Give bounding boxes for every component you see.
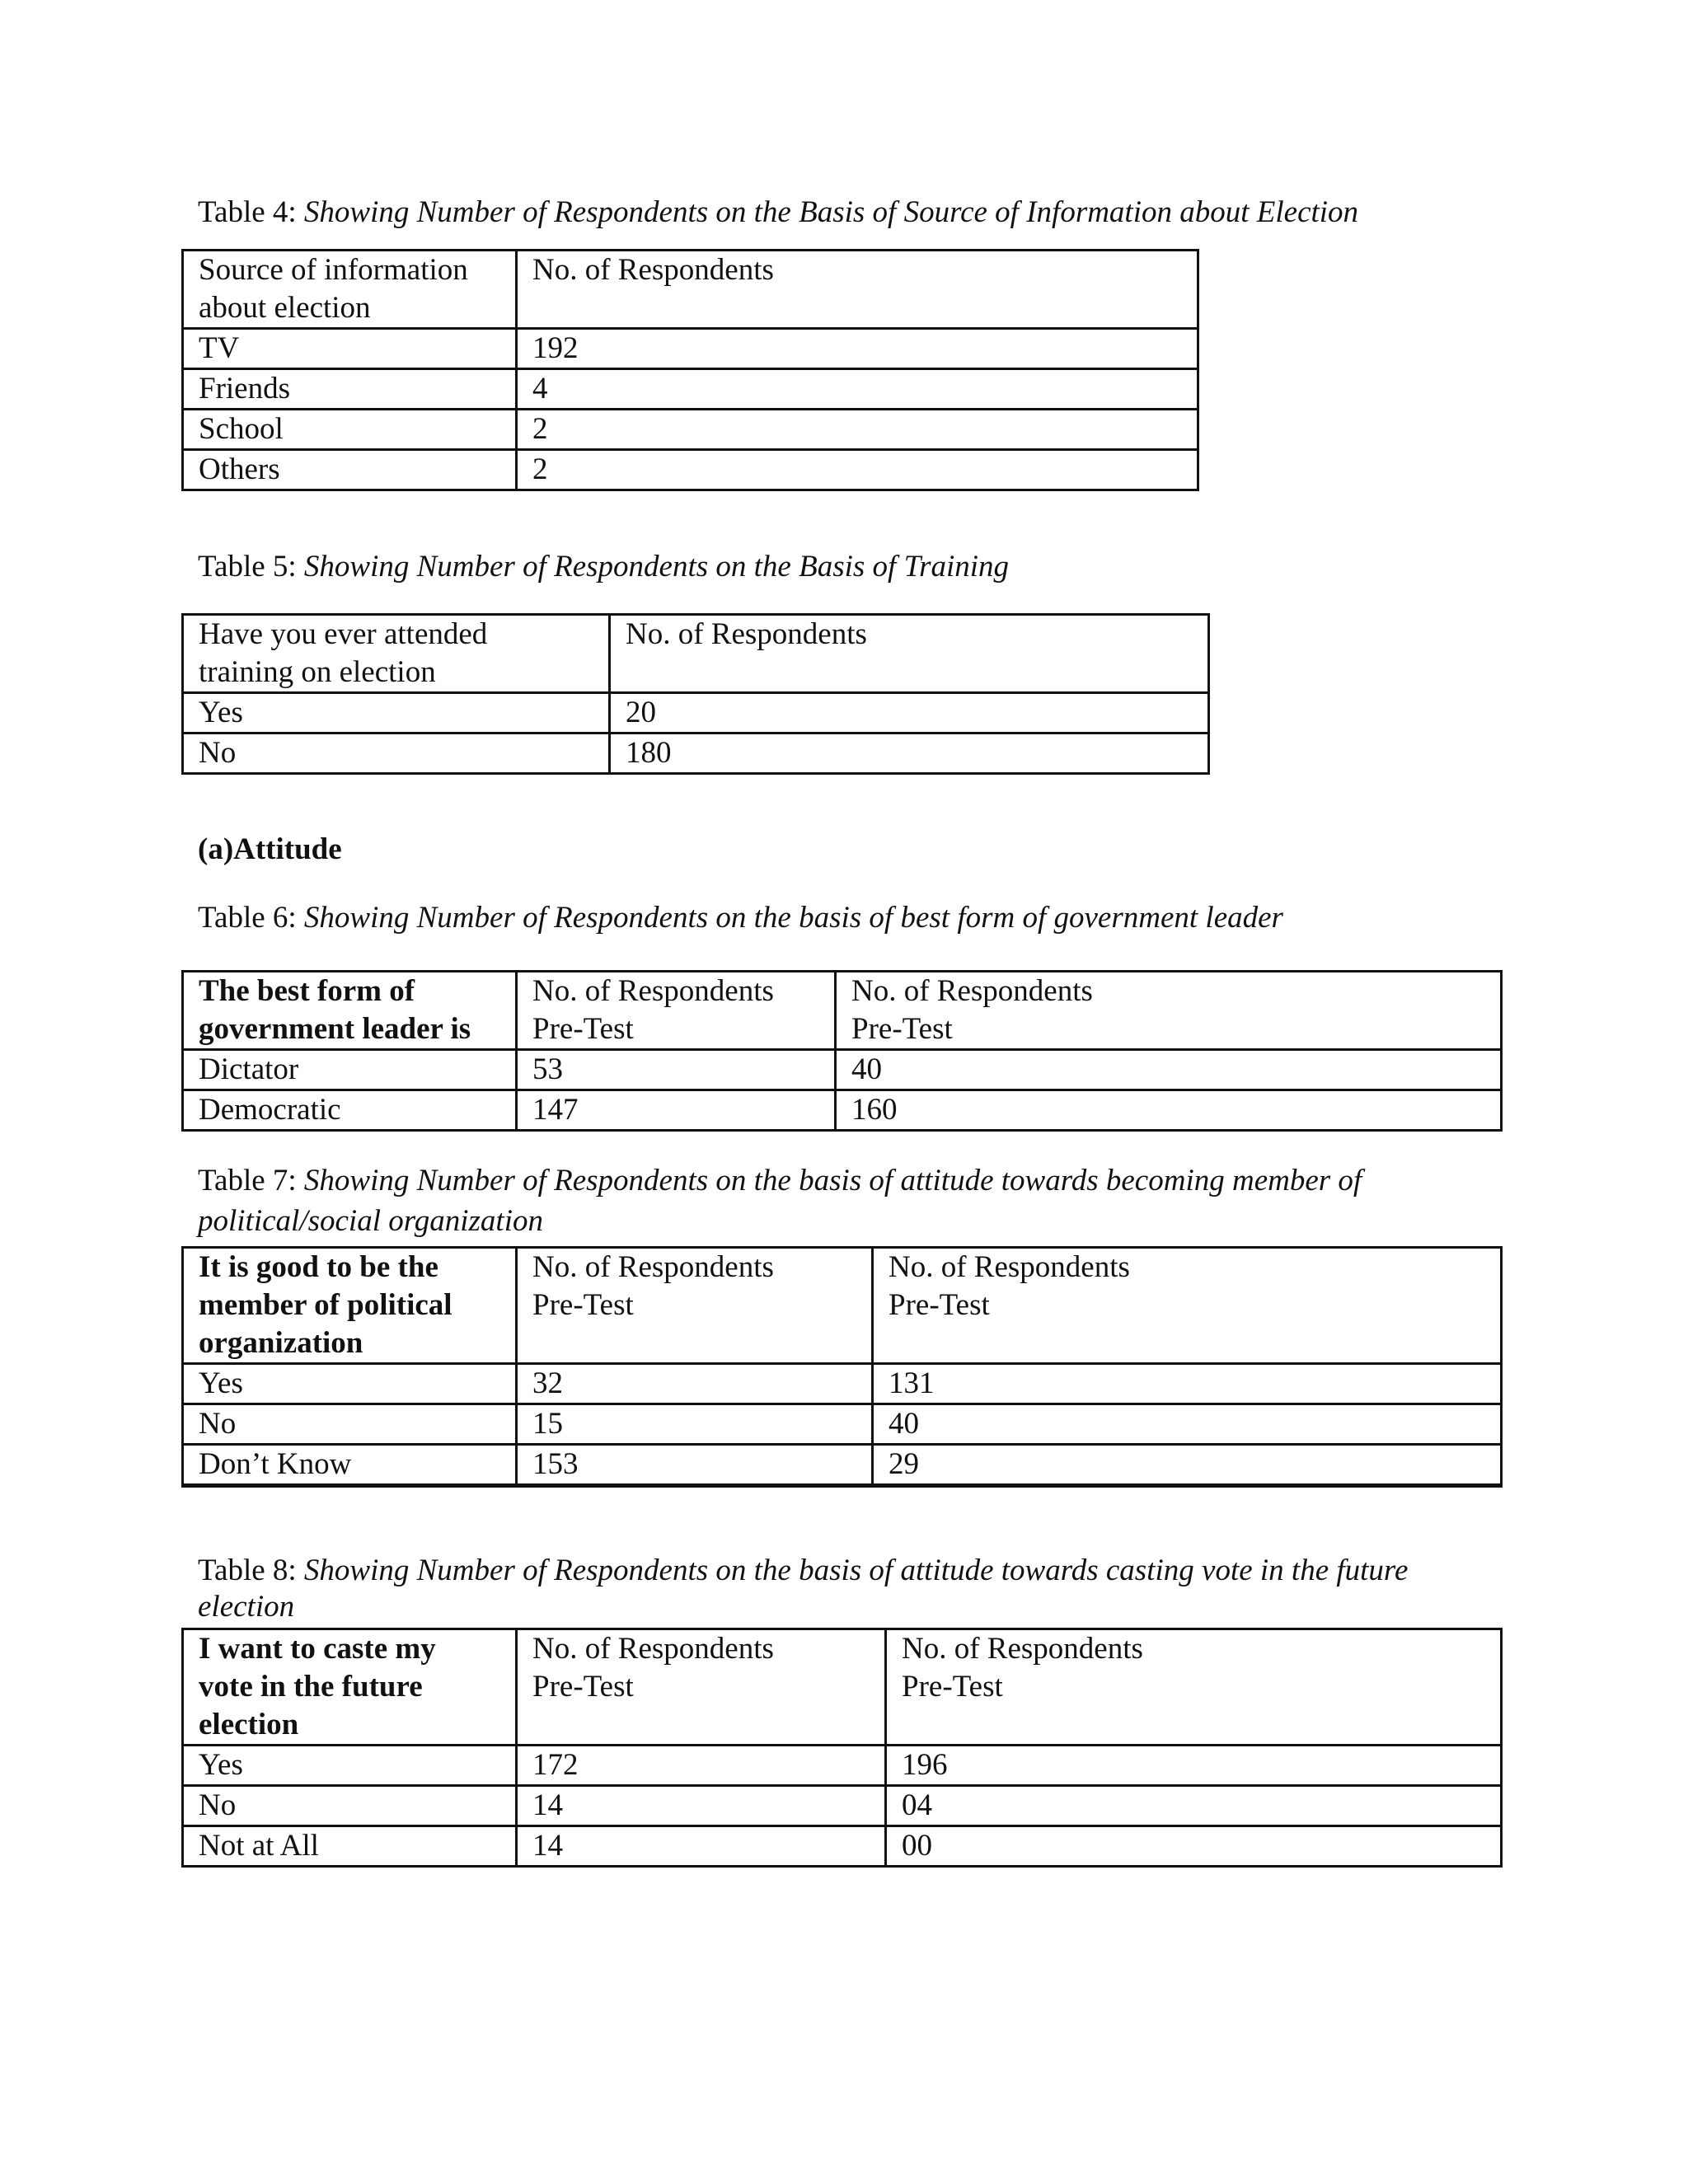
- table-row: [183, 693, 1209, 733]
- table-row: [183, 1746, 1502, 1786]
- table-cell: 04: [886, 1786, 1502, 1826]
- table-5-caption-title: Showing Number of Respondents on the Basis of Training: [303, 550, 1010, 583]
- table-header-cell: No. of Respondents: [610, 615, 1209, 693]
- table-5-caption: [198, 546, 1434, 587]
- table-7-caption-title: Showing Number of Respondents on the basis of attitude towards becoming member of political/social organization: [198, 1164, 1362, 1238]
- table-6: [181, 970, 1503, 1132]
- table-6-caption-title: Showing Number of Respondents on the basis of best form of government leader: [303, 901, 1283, 935]
- table-cell: 180: [610, 733, 1209, 774]
- table-cell: 160: [836, 1090, 1502, 1131]
- table-header-cell: No. of Respondents Pre-Test: [886, 1629, 1502, 1746]
- table-7-caption-prefix: Table 7:: [198, 1164, 297, 1197]
- table-row: [183, 733, 1209, 774]
- table-cell: No: [183, 1786, 517, 1826]
- table-4-caption-prefix: Table 4:: [198, 195, 297, 229]
- table-row: [183, 1404, 1502, 1445]
- table-cell: Don’t Know: [183, 1445, 517, 1486]
- table-5-caption-prefix: Table 5:: [198, 550, 297, 583]
- table-cell: 192: [517, 329, 1198, 369]
- table-5: [181, 613, 1210, 775]
- table-cell: Democratic: [183, 1090, 517, 1131]
- table-7: [181, 1246, 1503, 1488]
- table-cell: Friends: [183, 369, 517, 410]
- table-cell: 153: [517, 1445, 873, 1486]
- table-8-caption-title: Showing Number of Respondents on the basis of attitude towards casting vote in the future election: [198, 1554, 1409, 1624]
- table-6-caption-prefix: Table 6:: [198, 901, 297, 935]
- table-header-cell: No. of Respondents Pre-Test: [517, 1629, 886, 1746]
- table-row: [183, 1248, 1502, 1364]
- table-cell: TV: [183, 329, 517, 369]
- table-row: [183, 251, 1198, 329]
- table-cell: 40: [873, 1404, 1502, 1445]
- table-cell: Others: [183, 450, 517, 490]
- table-header-cell: No. of Respondents: [517, 251, 1198, 329]
- table-row: [183, 1786, 1502, 1826]
- table-4: [181, 249, 1199, 491]
- table-header-cell: No. of Respondents Pre-Test: [836, 972, 1502, 1050]
- table-header-cell: Source of information about election: [183, 251, 517, 329]
- table-row: [183, 369, 1198, 410]
- table-cell: 53: [517, 1050, 836, 1090]
- table-cell: 147: [517, 1090, 836, 1131]
- table-header-cell: No. of Respondents Pre-Test: [873, 1248, 1502, 1364]
- table-row: [183, 450, 1198, 490]
- table-row: [183, 972, 1502, 1050]
- table-cell: 32: [517, 1364, 873, 1404]
- table-8-caption-prefix: Table 8:: [198, 1554, 297, 1587]
- table-cell: 14: [517, 1786, 886, 1826]
- table-row: [183, 410, 1198, 450]
- table-cell: 14: [517, 1826, 886, 1867]
- table-8: [181, 1628, 1503, 1868]
- table-row: [183, 1826, 1502, 1867]
- table-cell: No: [183, 1404, 517, 1445]
- table-cell: Not at All: [183, 1826, 517, 1867]
- table-cell: 00: [886, 1826, 1502, 1867]
- table-cell: No: [183, 733, 610, 774]
- table-cell: 2: [517, 450, 1198, 490]
- table-cell: 29: [873, 1445, 1502, 1486]
- table-cell: 4: [517, 369, 1198, 410]
- table-header-cell: No. of Respondents Pre-Test: [517, 1248, 873, 1364]
- table-cell: 196: [886, 1746, 1502, 1786]
- table-cell: Dictator: [183, 1050, 517, 1090]
- table-row: [183, 1629, 1502, 1746]
- table-4-caption: [198, 192, 1434, 232]
- table-row: [183, 1090, 1502, 1131]
- section-heading: (a)Attitude: [198, 832, 342, 866]
- table-8-caption: [198, 1553, 1434, 1625]
- table-cell: Yes: [183, 1364, 517, 1404]
- table-4-caption-title: Showing Number of Respondents on the Basis of Source of Information about Election: [303, 195, 1359, 229]
- table-header-cell: No. of Respondents Pre-Test: [517, 972, 836, 1050]
- table-cell: 15: [517, 1404, 873, 1445]
- table-row: [183, 1364, 1502, 1404]
- table-header-cell: It is good to be the member of political organization: [183, 1248, 517, 1364]
- table-cell: 2: [517, 410, 1198, 450]
- table-header-cell: I want to caste my vote in the future election: [183, 1629, 517, 1746]
- table-row: [183, 1445, 1502, 1486]
- table-6-caption: [198, 898, 1517, 938]
- table-header-cell: The best form of government leader is: [183, 972, 517, 1050]
- table-cell: 131: [873, 1364, 1502, 1404]
- table-cell: 40: [836, 1050, 1502, 1090]
- table-row: [183, 329, 1198, 369]
- table-row: [183, 615, 1209, 693]
- table-7-caption: [198, 1160, 1401, 1241]
- table-cell: Yes: [183, 1746, 517, 1786]
- table-cell: School: [183, 410, 517, 450]
- table-cell: Yes: [183, 693, 610, 733]
- table-cell: 172: [517, 1746, 886, 1786]
- table-row: [183, 1050, 1502, 1090]
- table-header-cell: Have you ever attended training on election: [183, 615, 610, 693]
- table-cell: 20: [610, 693, 1209, 733]
